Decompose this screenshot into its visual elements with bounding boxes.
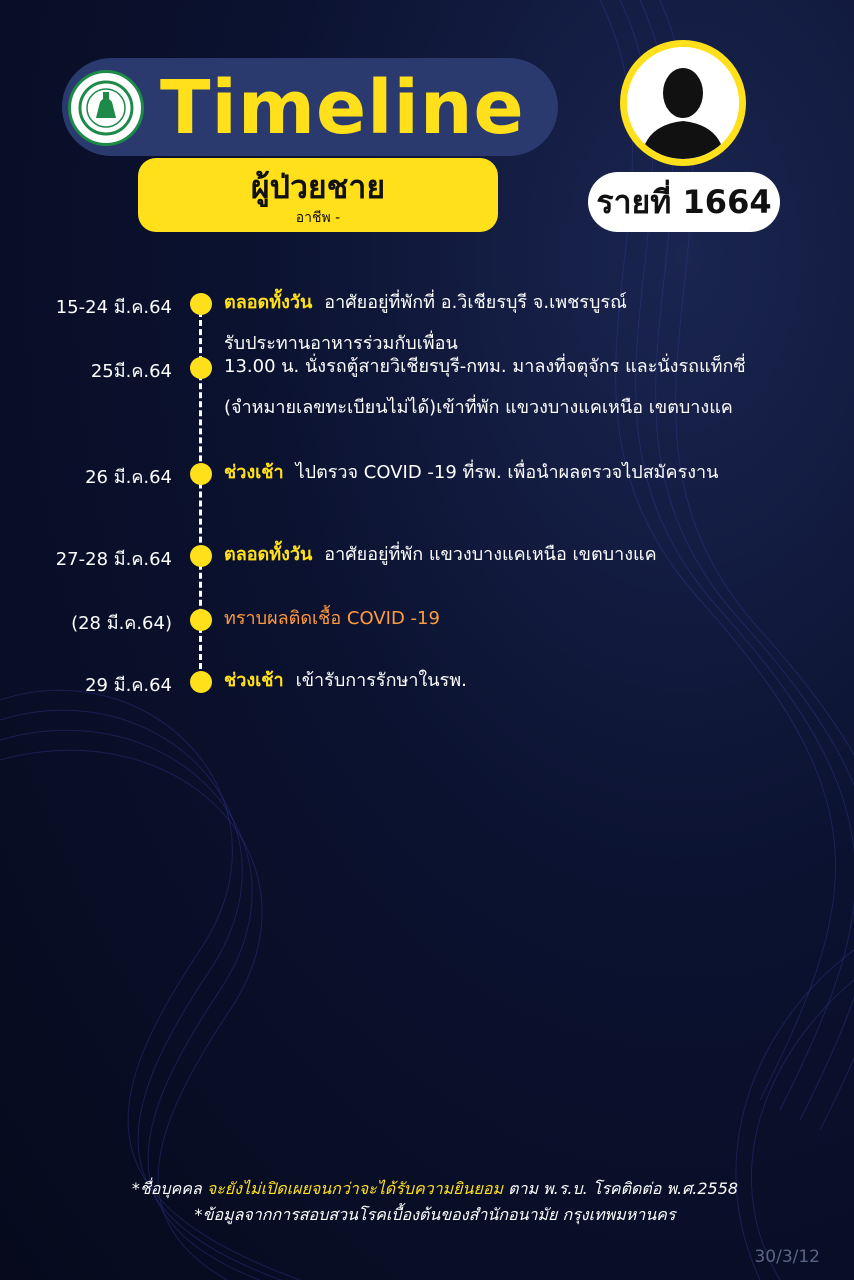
timeline-text: เข้ารับการรักษาในรพ. bbox=[295, 670, 467, 691]
case-number-badge: รายที่ 1664 bbox=[588, 172, 780, 232]
timeline-period: ช่วงเช้า bbox=[224, 670, 284, 691]
person-avatar-icon bbox=[620, 40, 746, 166]
timeline-period: ตลอดทั้งวัน bbox=[224, 292, 313, 313]
timeline-event bbox=[224, 598, 824, 639]
timeline-date: (28 มี.ค.64) bbox=[71, 613, 172, 634]
timeline-event-line bbox=[224, 282, 824, 323]
timeline-dot bbox=[190, 293, 212, 315]
timeline-text: ทราบผลติดเชื้อ COVID -19 bbox=[224, 608, 440, 629]
timeline-date: 25มี.ค.64 bbox=[90, 361, 172, 382]
timeline-period: ช่วงเช้า bbox=[224, 462, 284, 483]
timeline-date: 27-28 มี.ค.64 bbox=[55, 549, 172, 570]
footer-notes bbox=[60, 1176, 810, 1228]
timeline-dot bbox=[190, 545, 212, 567]
patient-badge bbox=[138, 158, 498, 232]
timeline-event-line bbox=[224, 346, 824, 387]
page-title: Timeline bbox=[160, 65, 525, 151]
timeline-dot bbox=[190, 357, 212, 379]
timeline-text: (จำหมายเลขทะเบียนไม่ได้)เข้าที่พัก แขวงบางแคเหนือ เขตบางแค bbox=[224, 397, 733, 418]
timeline-event-line bbox=[224, 534, 824, 575]
bangkok-seal-icon bbox=[68, 70, 144, 146]
timeline-event bbox=[224, 534, 824, 575]
timeline-text: ไปตรวจ COVID -19 ที่รพ. เพื่อนำผลตรวจไปสมัครงาน bbox=[295, 462, 719, 483]
patient-occupation: อาชีพ - bbox=[295, 210, 341, 226]
timeline-date: 15-24 มี.ค.64 bbox=[55, 297, 172, 318]
timeline-event bbox=[224, 452, 824, 493]
date-stamp: 30/3/12 bbox=[754, 1247, 820, 1267]
timeline-event bbox=[224, 660, 824, 701]
timeline-text: อาศัยอยู่ที่พักที่ อ.วิเชียรบุรี จ.เพชรบูรณ์ bbox=[324, 292, 627, 313]
patient-gender: ผู้ป่วยชาย bbox=[250, 168, 386, 206]
timeline-event-line bbox=[224, 660, 824, 701]
timeline-period: ตลอดทั้งวัน bbox=[224, 544, 313, 565]
timeline-dot bbox=[190, 671, 212, 693]
timeline-date: 29 มี.ค.64 bbox=[85, 675, 172, 696]
timeline-text: รับประทานอาหารร่วมกับเพื่อน bbox=[224, 333, 458, 354]
timeline-event-line bbox=[224, 387, 824, 428]
privacy-note: *ชื่อบุคคล จะยังไม่เปิดเผยจนกว่าจะได้รับความยินยอม ตาม พ.ร.บ. โรคติดต่อ พ.ศ.2558 bbox=[131, 1179, 739, 1198]
timeline-text: อาศัยอยู่ที่พัก แขวงบางแคเหนือ เขตบางแค bbox=[324, 544, 657, 565]
timeline-event-line bbox=[224, 598, 824, 639]
timeline-event bbox=[224, 346, 824, 428]
timeline-dot bbox=[190, 609, 212, 631]
timeline-text: 13.00 น. นั่งรถตู้สายวิเชียรบุรี-กทม. มาลงที่จตุจักร และนั่งรถแท็กซี่ bbox=[224, 356, 746, 377]
timeline-date: 26 มี.ค.64 bbox=[85, 467, 172, 488]
timeline-event-line bbox=[224, 452, 824, 493]
timeline-dot bbox=[190, 463, 212, 485]
source-note: *ข้อมูลจากการสอบสวนโรคเบื้องต้นของสำนักอนามัย กรุงเทพมหานคร bbox=[194, 1205, 676, 1224]
